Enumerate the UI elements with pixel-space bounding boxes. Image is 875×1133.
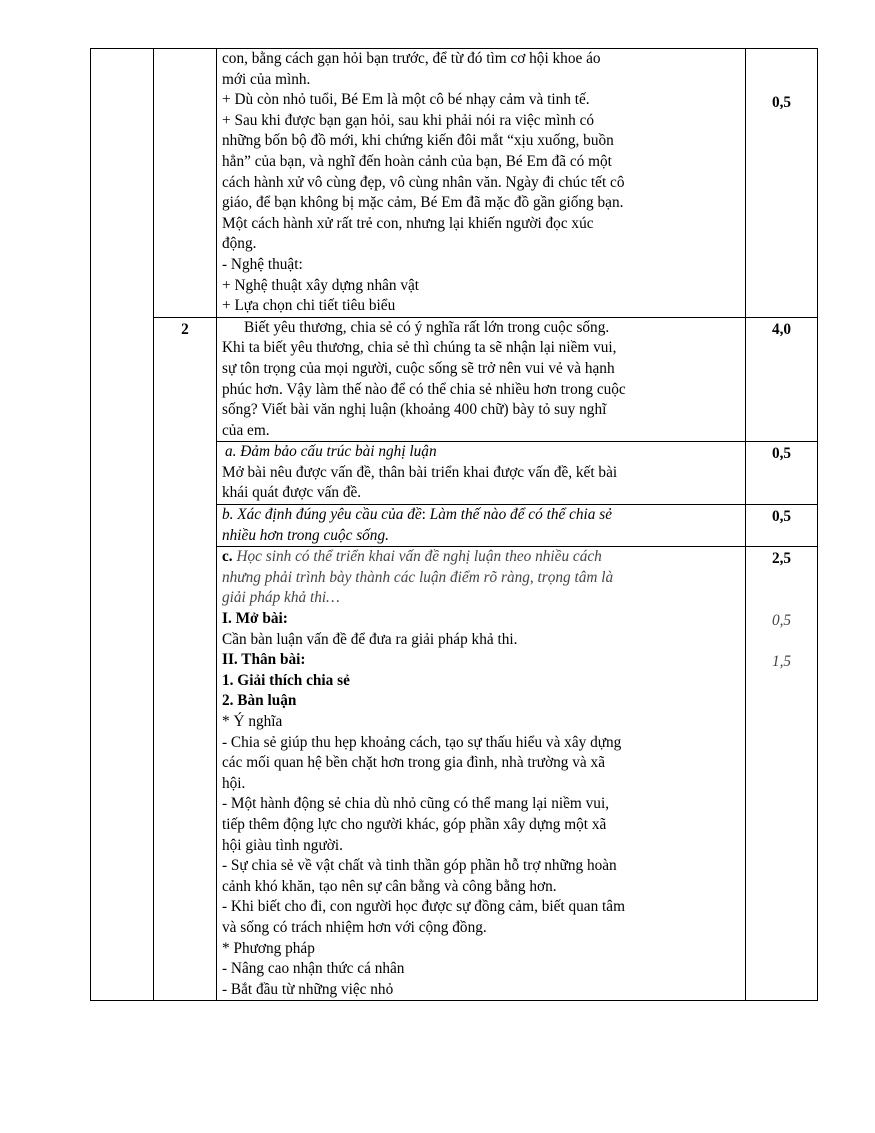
criterion-title: b. Xác định đúng yêu cầu của đề (222, 506, 422, 524)
text-line: + Sau khi được bạn gạn hỏi, sau khi phải nói ra việc mình có (222, 111, 595, 129)
score-value: 0,5 (771, 94, 792, 111)
text-line: * Phương pháp (222, 939, 315, 957)
text-line: các mối quan hệ bền chặt hơn trong gia đình, nhà trường và xã (222, 754, 605, 772)
text-line: hội. (222, 774, 246, 792)
text-line: - Nâng cao nhận thức cá nhân (222, 960, 405, 978)
question-number-cell (154, 317, 217, 1001)
content-cell (217, 505, 746, 547)
text-line: - Khi biết cho đi, con người học được sự đồng cảm, biết quan tâm (222, 898, 625, 916)
rubric-row-question-2 (91, 317, 818, 442)
subsection-heading: 2. Bàn luận (222, 692, 297, 710)
content-cell (217, 442, 746, 505)
text-line: hội giàu tình người. (222, 836, 343, 854)
text-line: cách hành xử vô cùng đẹp, vô cùng nhân văn. Ngày đi chúc tết cô (222, 173, 625, 191)
text-line: Mở bài nêu được vấn đề, thân bài triển khai được vấn đề, kết bài (222, 463, 618, 481)
section-cell (91, 49, 154, 1001)
text-line: và sống có trách nhiệm hơn với cộng đồng. (222, 918, 487, 936)
text-line: Khi ta biết yêu thương, chia sẻ thì chúng ta sẽ nhận lại niềm vui, (222, 339, 617, 357)
criterion-line: b. Xác định đúng yêu cầu của đề: Làm thế nào để có thể chia sẻ (222, 506, 612, 524)
text-line: giáo, để bạn không bị mặc cảm, Bé Em đã mặc đồ gần giống bạn. (222, 194, 624, 212)
text-line: phúc hơn. Vậy làm thế nào để có thể chia sẻ nhiều hơn trong cuộc (222, 380, 626, 398)
text-line: hẳn” của bạn, và nghĩ đến hoàn cảnh của bạn, Bé Em đã có một (222, 152, 612, 170)
rubric-row-continuation (91, 49, 818, 318)
score-value: 4,0 (771, 320, 792, 338)
subsection-heading: 1. Giải thích chia sẻ (222, 671, 350, 689)
score-cell (746, 442, 818, 505)
score-value: 1,5 (771, 653, 792, 671)
score-value: 0,5 (771, 508, 792, 526)
content-cell (217, 317, 746, 442)
text-line: sống? Viết bài văn nghị luận (khoảng 400 chữ) bày tỏ suy nghĩ (222, 401, 607, 419)
content-cell (217, 547, 746, 1001)
content-cell (217, 49, 746, 318)
text-line: mới của mình. (222, 70, 311, 88)
text-line: nhiều hơn trong cuộc sống. (222, 526, 389, 544)
grading-rubric-table (90, 48, 818, 1001)
score-cell (746, 505, 818, 547)
text-line: - Sự chia sẻ về vật chất và tinh thần góp phần hỗ trợ những hoàn (222, 857, 617, 875)
text-line: sự tôn trọng của mọi người, cuộc sống sẽ trở nên vui vẻ và hạnh (222, 359, 615, 377)
text-line: khái quát được vấn đề. (222, 484, 362, 502)
criterion-label: c. (222, 548, 233, 566)
criterion-title: a. Đảm bảo cấu trúc bài nghị luận (225, 443, 437, 461)
text-line: nhưng phải trình bày thành các luận điểm rõ ràng, trọng tâm là (222, 568, 614, 586)
text-line: - Nghệ thuật: (222, 255, 303, 273)
score-cell (746, 547, 818, 1001)
text-line: tiếp thêm động lực cho người khác, góp phần xây dựng một xã (222, 815, 607, 833)
score-cell (746, 49, 818, 318)
section-heading: II. Thân bài: (222, 651, 306, 669)
text-line: - Bắt đầu từ những việc nhỏ (222, 980, 394, 998)
text-line: những bốn bộ đồ mới, khi chứng kiến đôi mắt “xịu xuống, buồn (222, 132, 614, 150)
text-line: + Lựa chọn chi tiết tiêu biểu (222, 297, 396, 315)
question-number: 2 (181, 320, 189, 338)
question-number-cell (154, 49, 217, 318)
text-line: * Ý nghĩa (222, 713, 283, 730)
text-line: động. (222, 235, 257, 253)
score-value: 0,5 (771, 611, 792, 629)
criterion-text: Học sinh có thể triển khai vấn đề nghị luận theo nhiều cách (232, 548, 602, 566)
score-cell (746, 317, 818, 442)
text-line: con, bằng cách gạn hỏi bạn trước, để từ đó tìm cơ hội khoe áo (222, 50, 601, 67)
text-line: + Dù còn nhỏ tuổi, Bé Em là một cô bé nhạy cảm và tinh tế. (222, 91, 590, 109)
criterion-line (222, 547, 740, 568)
text-line: Biết yêu thương, chia sẻ có ý nghĩa rất lớn trong cuộc sống. (244, 318, 610, 336)
text-line: - Chia sẻ giúp thu hẹp khoảng cách, tạo sự thấu hiểu và xây dựng (222, 733, 622, 751)
score-value: 0,5 (771, 445, 792, 463)
criterion-text: Làm thế nào để có thể chia sẻ (425, 506, 612, 524)
text-line: Một cách hành xử rất trẻ con, nhưng lại khiến người đọc xúc (222, 214, 594, 232)
section-heading: I. Mở bài: (222, 610, 288, 628)
text-line: - Một hành động sẻ chia dù nhỏ cũng có thể mang lại niềm vui, (222, 795, 610, 813)
text-line: giải pháp khả thi… (222, 589, 340, 607)
text-line: của em. (222, 421, 270, 439)
text-line: cảnh khó khăn, tạo nên sự cân bằng và công bằng hơn. (222, 877, 557, 895)
score-value: 2,5 (771, 550, 792, 568)
text-line: Cần bàn luận vấn đề để đưa ra giải pháp khả thi. (222, 630, 518, 648)
text-line: + Nghệ thuật xây dựng nhân vật (222, 276, 420, 294)
